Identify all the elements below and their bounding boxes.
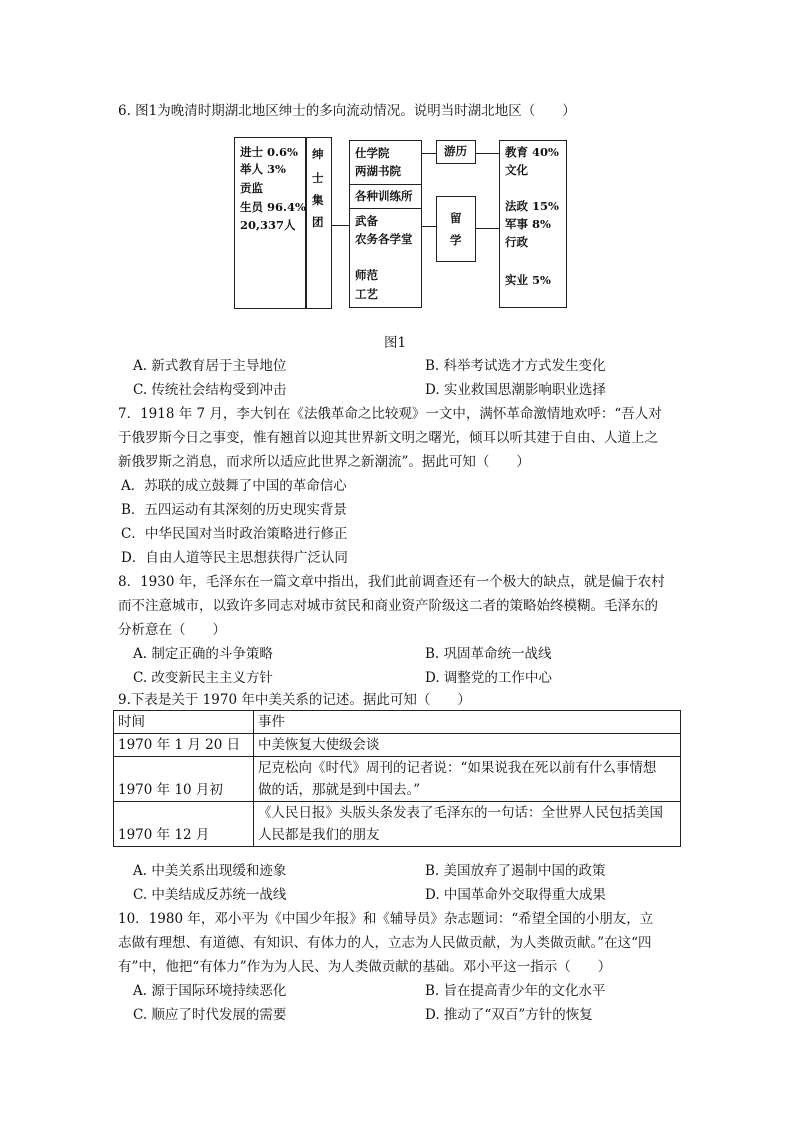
q8-stem-line: 而不注意城市，以致许多同志对城市贫民和商业资产阶级这二者的策略始终模糊。毛泽东的 bbox=[118, 598, 658, 614]
q9-stem: 9.下表是关于 1970 年中美关系的记述。据此可知（ ） bbox=[118, 692, 471, 708]
q7-option-b[interactable]: B．五四运动有其深刻的历史现实背景 bbox=[121, 502, 347, 518]
q10-option-d[interactable]: D. 推动了“双百”方针的恢复 bbox=[425, 1007, 593, 1023]
q6-option-c[interactable]: C. 传统社会结构受到冲击 bbox=[133, 382, 287, 398]
study-abroad-char: 留 bbox=[450, 211, 462, 225]
table-cell-time: 1970 年 10 月初 bbox=[114, 757, 254, 802]
table-cell-event bbox=[254, 757, 681, 802]
q10-option-a[interactable]: A. 源于国际环境持续恶化 bbox=[133, 983, 287, 999]
q9-option-a[interactable]: A. 中美关系出现缓和迹象 bbox=[133, 863, 287, 879]
q8-option-c[interactable]: C. 改变新民主主义方针 bbox=[133, 670, 273, 686]
school-name: 各种训练所 bbox=[355, 189, 413, 203]
q8-stem-line: 8．1930 年，毛泽东在一篇文章中指出，我们此前调查还有一个极大的缺点，就是偏于农村 bbox=[118, 574, 665, 590]
table-header: 事件 bbox=[254, 711, 681, 734]
school-name: 两湖书院 bbox=[355, 164, 401, 178]
degree-line: 贡监 bbox=[240, 181, 263, 195]
occupation-line: 法政 15% bbox=[505, 199, 559, 213]
group-char: 团 bbox=[312, 215, 324, 229]
table-cell-time: 1970 年 1 月 20 日 bbox=[114, 734, 254, 757]
event-line: 《人民日报》头版头条发表了毛泽东的一句话：全世界人民包括美国 bbox=[258, 805, 663, 821]
school-name: 农务各学堂 bbox=[355, 232, 413, 246]
q7-stem-line: 7．1918 年 7 月，李大钊在《法俄革命之比较观》一文中，满怀革命激情地欢呼：“吾人对 bbox=[118, 406, 662, 422]
event-line: 人民都是我们的朋友 bbox=[258, 827, 380, 843]
q7-stem-line: 新俄罗斯之消息，而求所以适应此世界之新潮流”。据此可知（ ） bbox=[118, 454, 530, 470]
occupation-line: 教育 40% bbox=[505, 145, 559, 159]
divider bbox=[349, 208, 422, 209]
group-char: 绅 bbox=[312, 147, 324, 161]
table-cell-event bbox=[254, 734, 681, 757]
table-row bbox=[114, 802, 681, 847]
q6-option-a[interactable]: A. 新式教育居于主导地位 bbox=[133, 358, 287, 374]
school-name: 工艺 bbox=[355, 287, 378, 301]
q6-option-b[interactable]: B. 科举考试选才方式发生变化 bbox=[425, 358, 606, 374]
occupation-line: 行政 bbox=[505, 235, 528, 249]
q10-stem-line: 志做有理想、有道德、有知识、有体力的人，立志为人民做贡献，为人类做贡献。”在这“四 bbox=[118, 935, 652, 951]
q10-option-c[interactable]: C. 顺应了时代发展的需要 bbox=[133, 1007, 287, 1023]
occupation-line: 文化 bbox=[505, 163, 528, 177]
q6-stem: 6. 图1为晚清时期湖北地区绅士的多向流动情况。说明当时湖北地区（ ） bbox=[118, 103, 576, 119]
divider bbox=[349, 184, 422, 185]
q10-option-b[interactable]: B. 旨在提高青少年的文化水平 bbox=[425, 983, 606, 999]
connector-line bbox=[476, 228, 499, 229]
q9-option-b[interactable]: B. 美国放弃了遏制中国的政策 bbox=[425, 863, 606, 879]
table-row bbox=[114, 734, 681, 757]
q10-stem-line: 10．1980 年，邓小平为《中国少年报》和《辅导员》杂志题词：“希望全国的小朋友，立 bbox=[118, 911, 654, 927]
travel-label: 游历 bbox=[444, 144, 467, 158]
event-line: 中美恢复大使级会谈 bbox=[258, 737, 380, 753]
q6-option-d[interactable]: D. 实业救国思潮影响职业选择 bbox=[425, 382, 606, 398]
table-cell-event bbox=[254, 802, 681, 847]
q10-stem-line: 有”中，他把“有体力”作为为人民、为人类做贡献的基础。邓小平这一指示（ ） bbox=[118, 959, 612, 975]
q9-table bbox=[113, 710, 681, 847]
q7-option-d[interactable]: D．自由人道等民主思想获得广泛认同 bbox=[121, 550, 348, 566]
degree-line: 进士 0.6% bbox=[240, 145, 298, 159]
degree-line: 生员 96.4% bbox=[240, 200, 306, 214]
connector-line bbox=[476, 153, 499, 154]
occupation-line: 军事 8% bbox=[505, 217, 551, 231]
event-line: 做的话，那就是到中国去。” bbox=[258, 782, 421, 798]
q7-stem-line: 于俄罗斯今日之事变，惟有翘首以迎其世界新文明之曙光，倾耳以听其建于自由、人道上之 bbox=[118, 430, 658, 446]
q8-option-d[interactable]: D. 调整党的工作中心 bbox=[425, 670, 552, 686]
table-row bbox=[114, 757, 681, 802]
study-abroad-box bbox=[436, 196, 476, 262]
table-header: 时间 bbox=[114, 711, 254, 734]
school-name: 武备 bbox=[355, 214, 378, 228]
connector-line bbox=[422, 226, 436, 227]
q7-option-a[interactable]: A．苏联的成立鼓舞了中国的革命信心 bbox=[121, 478, 347, 494]
table-header-row bbox=[114, 711, 681, 734]
school-name: 仕学院 bbox=[355, 146, 390, 160]
degree-line: 举人 3% bbox=[240, 162, 286, 176]
q9-option-c[interactable]: C. 中美结成反苏统一战线 bbox=[133, 887, 287, 903]
school-name: 师范 bbox=[355, 268, 378, 282]
group-char: 集 bbox=[312, 193, 324, 207]
q8-option-a[interactable]: A. 制定正确的斗争策略 bbox=[133, 646, 273, 662]
q8-stem-line: 分析意在（ ） bbox=[118, 622, 226, 638]
connector-line bbox=[422, 153, 436, 154]
connector-line bbox=[332, 225, 349, 226]
degree-line: 20,337人 bbox=[240, 218, 296, 232]
study-abroad-char: 学 bbox=[450, 233, 462, 247]
figure-caption: 图1 bbox=[384, 335, 407, 351]
occupation-line: 实业 5% bbox=[505, 273, 551, 287]
table-cell-time: 1970 年 12 月 bbox=[114, 802, 254, 847]
event-line: 尼克松向《时代》周刊的记者说：“如果说我在死以前有什么事情想 bbox=[258, 760, 657, 776]
q9-option-d[interactable]: D. 中国革命外交取得重大成果 bbox=[425, 887, 606, 903]
group-char: 士 bbox=[312, 171, 324, 185]
q7-option-c[interactable]: C．中华民国对当时政治策略进行修正 bbox=[121, 526, 348, 542]
q8-option-b[interactable]: B. 巩固革命统一战线 bbox=[425, 646, 552, 662]
